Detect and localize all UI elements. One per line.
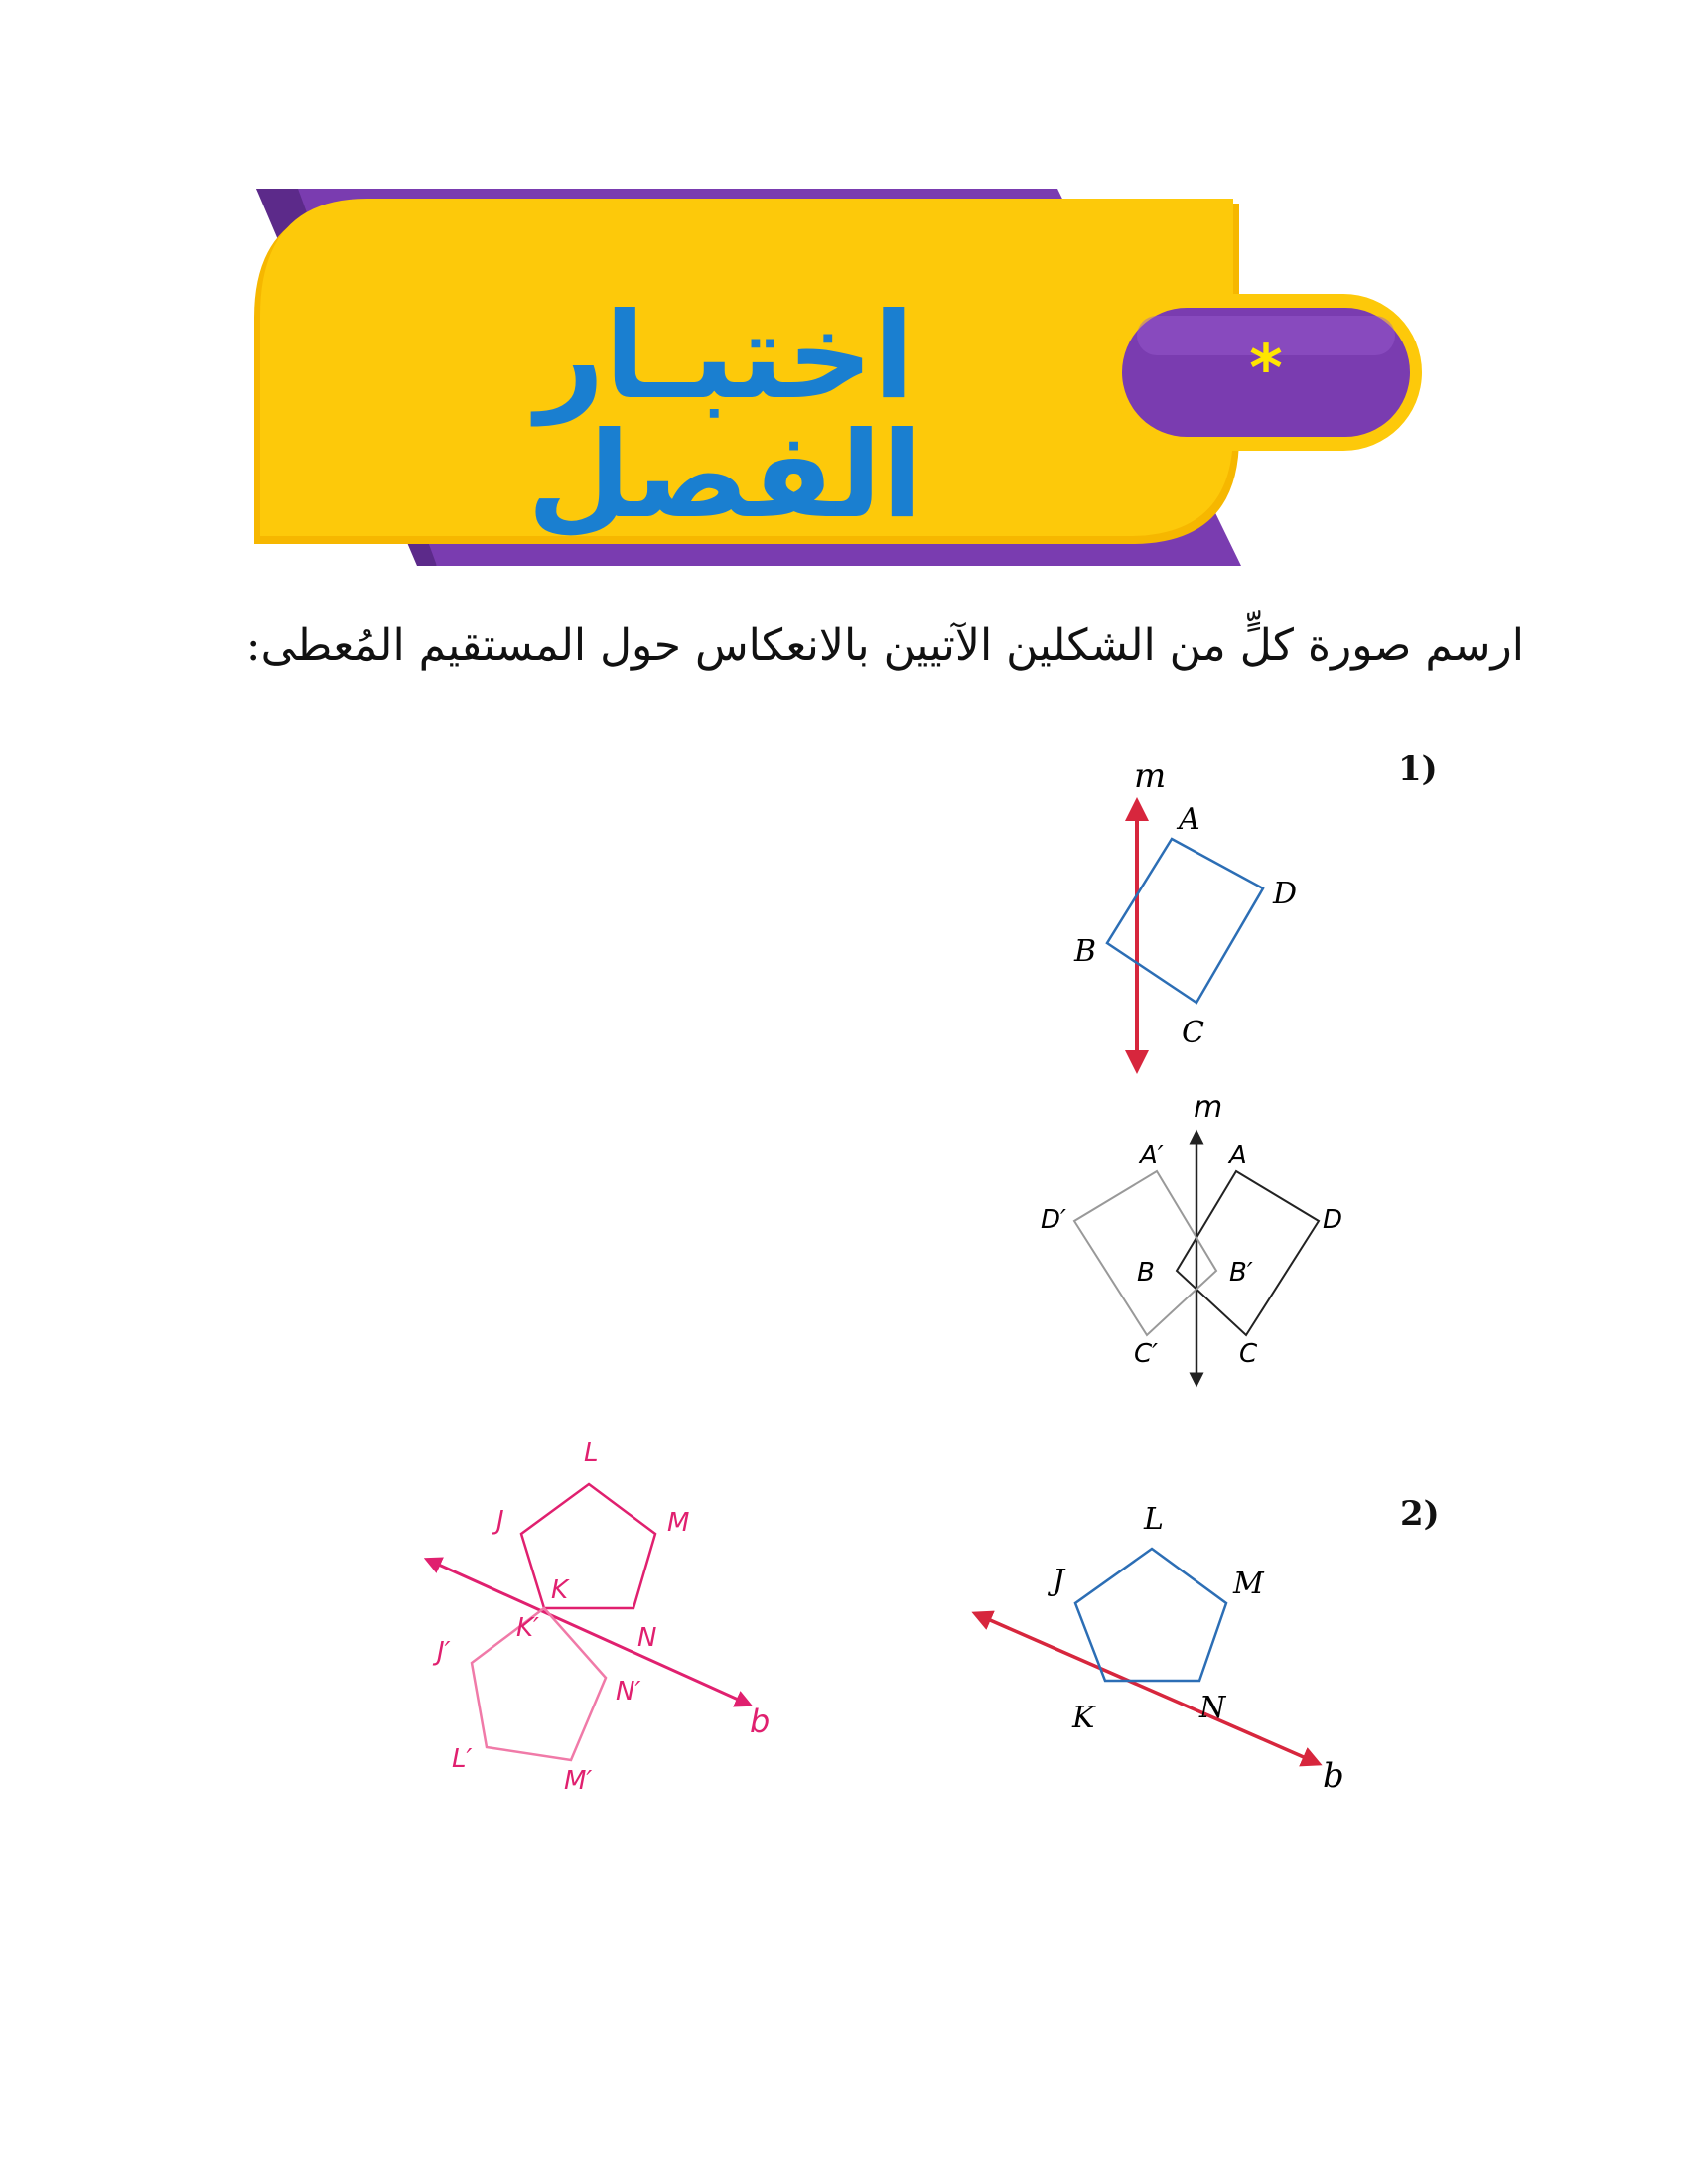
line-b: [432, 1562, 745, 1703]
problem-2-answer-figure: [407, 1420, 804, 1797]
label-A-prime: A′: [1140, 1141, 1164, 1170]
pentagon-jklmn: [1075, 1549, 1226, 1681]
label-M: M: [667, 1508, 690, 1538]
label-M: M: [1233, 1567, 1264, 1601]
label-D: D: [1323, 1205, 1343, 1235]
label-B: B: [1137, 1258, 1155, 1288]
problem-1-number: 1): [1398, 750, 1438, 789]
label-m: m: [1134, 756, 1167, 796]
label-K: K: [1072, 1701, 1095, 1735]
label-b: b: [750, 1703, 771, 1740]
problem-1-answer-figure: [1033, 1092, 1370, 1390]
problem-2-given-figure: [963, 1469, 1360, 1807]
label-D-prime: D′: [1041, 1205, 1066, 1235]
line-b: [981, 1616, 1313, 1761]
label-N: N: [1199, 1691, 1226, 1725]
label-J-prime: J′: [437, 1637, 451, 1667]
label-L: L: [584, 1438, 599, 1468]
label-J: J: [1053, 1564, 1065, 1598]
label-L: L: [1144, 1502, 1164, 1537]
quadrilateral-abcd: [1177, 1171, 1319, 1335]
label-C: C: [1182, 1016, 1204, 1050]
label-A: A: [1179, 802, 1200, 837]
quadrilateral-image: [1074, 1171, 1216, 1335]
star-icon: *: [1249, 333, 1283, 406]
label-m: m: [1194, 1092, 1223, 1125]
label-M-prime: M′: [564, 1766, 593, 1796]
label-C: C: [1239, 1339, 1258, 1369]
chapter-test-title: اختبـار الفصل: [527, 288, 922, 545]
label-K: K: [551, 1575, 569, 1605]
problem-2-number: 2): [1400, 1494, 1440, 1534]
label-N-prime: N′: [616, 1677, 641, 1706]
label-A: A: [1229, 1141, 1247, 1170]
label-N: N: [637, 1623, 657, 1653]
label-D: D: [1273, 877, 1298, 911]
label-L-prime: L′: [452, 1744, 473, 1774]
problem-1-given-figure: [1043, 750, 1340, 1077]
quadrilateral-abcd: [1107, 839, 1263, 1003]
label-b: b: [1323, 1756, 1344, 1796]
label-J: J: [496, 1506, 504, 1536]
label-B: B: [1074, 934, 1097, 969]
label-B-prime: B′: [1229, 1258, 1253, 1288]
instruction-text: ارسم صورة كلٍّ من الشكلين الآتيين بالانعكاس حول المستقيم المُعطى:: [245, 620, 1524, 671]
label-C-prime: C′: [1134, 1339, 1159, 1369]
pentagon-jklmn: [521, 1484, 655, 1608]
label-K-prime: K′: [516, 1613, 539, 1643]
